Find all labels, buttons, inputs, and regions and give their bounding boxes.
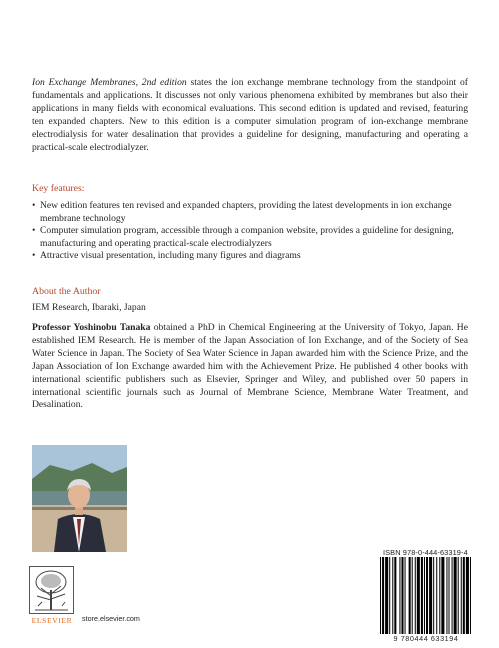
author-affiliation: IEM Research, Ibaraki, Japan xyxy=(32,302,146,313)
barcode-bar xyxy=(412,557,413,639)
author-bio-text: obtained a PhD in Chemical Engineering at the University of Tokyo, Japan. He established IEM Research. He is member of the Japan Association of Ion Exchange, and of the Society of Sea Water Science in Japan. The Society of Sea Water Science in Japan awarded him with the Science Prize, and the Japan Association of Ion Exchange awarded him with the Achievement Prize. He published 4 other books with international scientific publishers such as Elsevier, Springer and Wiley, and published over 50 papers in international scientific journals such as Journal of Membrane Science, Membrane Water Treatment, and Desalination. xyxy=(32,322,468,411)
barcode-bar xyxy=(461,557,462,639)
key-feature-text: New edition features ten revised and expanded chapters, providing the latest developments in ion exchange membrane technology xyxy=(40,200,452,224)
book-description xyxy=(32,77,468,154)
barcode-bar xyxy=(452,557,453,639)
barcode-bar xyxy=(441,557,444,639)
barcode-bar xyxy=(401,557,403,639)
barcode-bar xyxy=(463,557,465,639)
barcode-bar xyxy=(429,557,432,639)
barcode-bar xyxy=(458,557,459,639)
key-features-heading: Key features: xyxy=(32,183,85,194)
barcode-digits: 9 780444 633194 xyxy=(380,634,472,643)
publisher-url[interactable]: store.elsevier.com xyxy=(82,614,140,623)
author-name: Professor Yoshinobu Tanaka xyxy=(32,322,151,333)
barcode-bar xyxy=(421,557,423,639)
about-author-heading: About the Author xyxy=(32,286,101,297)
elsevier-tree-logo xyxy=(29,566,74,614)
barcode-bar xyxy=(426,557,428,639)
barcode-bar xyxy=(466,557,469,639)
barcode-bar xyxy=(446,557,447,639)
barcode-bar xyxy=(382,557,384,639)
barcode-bar xyxy=(448,557,449,639)
barcode-bar xyxy=(389,557,390,639)
barcode-bar xyxy=(436,557,437,639)
barcode-bar xyxy=(433,557,434,639)
barcode-bar xyxy=(470,557,471,639)
key-feature-item xyxy=(32,200,468,225)
author-bio xyxy=(32,322,468,412)
key-features-list xyxy=(32,200,468,263)
barcode-bar xyxy=(405,557,406,639)
key-feature-item xyxy=(32,225,468,250)
key-feature-item xyxy=(32,250,468,263)
barcode-bar xyxy=(409,557,411,639)
barcode-bar xyxy=(454,557,457,639)
barcode-bar xyxy=(392,557,393,639)
bullet-icon: • xyxy=(32,225,36,237)
author-photo xyxy=(32,445,127,552)
book-title: Ion Exchange Membranes, 2nd edition xyxy=(32,77,187,88)
barcode-bar xyxy=(424,557,425,639)
isbn: ISBN 978-0-444-63319-4 xyxy=(383,548,468,557)
description-text: states the ion exchange membrane technology from the standpoint of fundamentals and applications. It discusses not only various phenomena exhibited by membranes but also their applications in many fields with economical evaluations. This second edition is updated and revised, featuring ten expanded chapters. New to this edition is a computer simulation program of ion-exchange membrane electrodialysis for water desalination that provides a guideline for designing, manufacturing and operating a practical-scale electrodialyzer. xyxy=(32,77,468,153)
key-feature-text: Computer simulation program, accessible through a companion website, provides a guideline for designing, manufacturing and operating practical-scale electrodialyzers xyxy=(40,225,454,249)
bullet-icon: • xyxy=(32,200,36,211)
bullet-icon: • xyxy=(32,250,36,262)
key-feature-text: Attractive visual presentation, including many figures and diagrams xyxy=(40,250,301,262)
publisher-name: ELSEVIER xyxy=(31,616,73,625)
barcode-bar xyxy=(399,557,400,639)
barcode xyxy=(380,557,472,639)
barcode-bar xyxy=(394,557,396,639)
barcode-bar xyxy=(380,557,381,639)
barcode-bar xyxy=(385,557,388,639)
author-portrait-image xyxy=(32,445,127,552)
barcode-bar xyxy=(417,557,420,639)
barcode-bar xyxy=(415,557,416,639)
barcode-bar xyxy=(439,557,440,639)
